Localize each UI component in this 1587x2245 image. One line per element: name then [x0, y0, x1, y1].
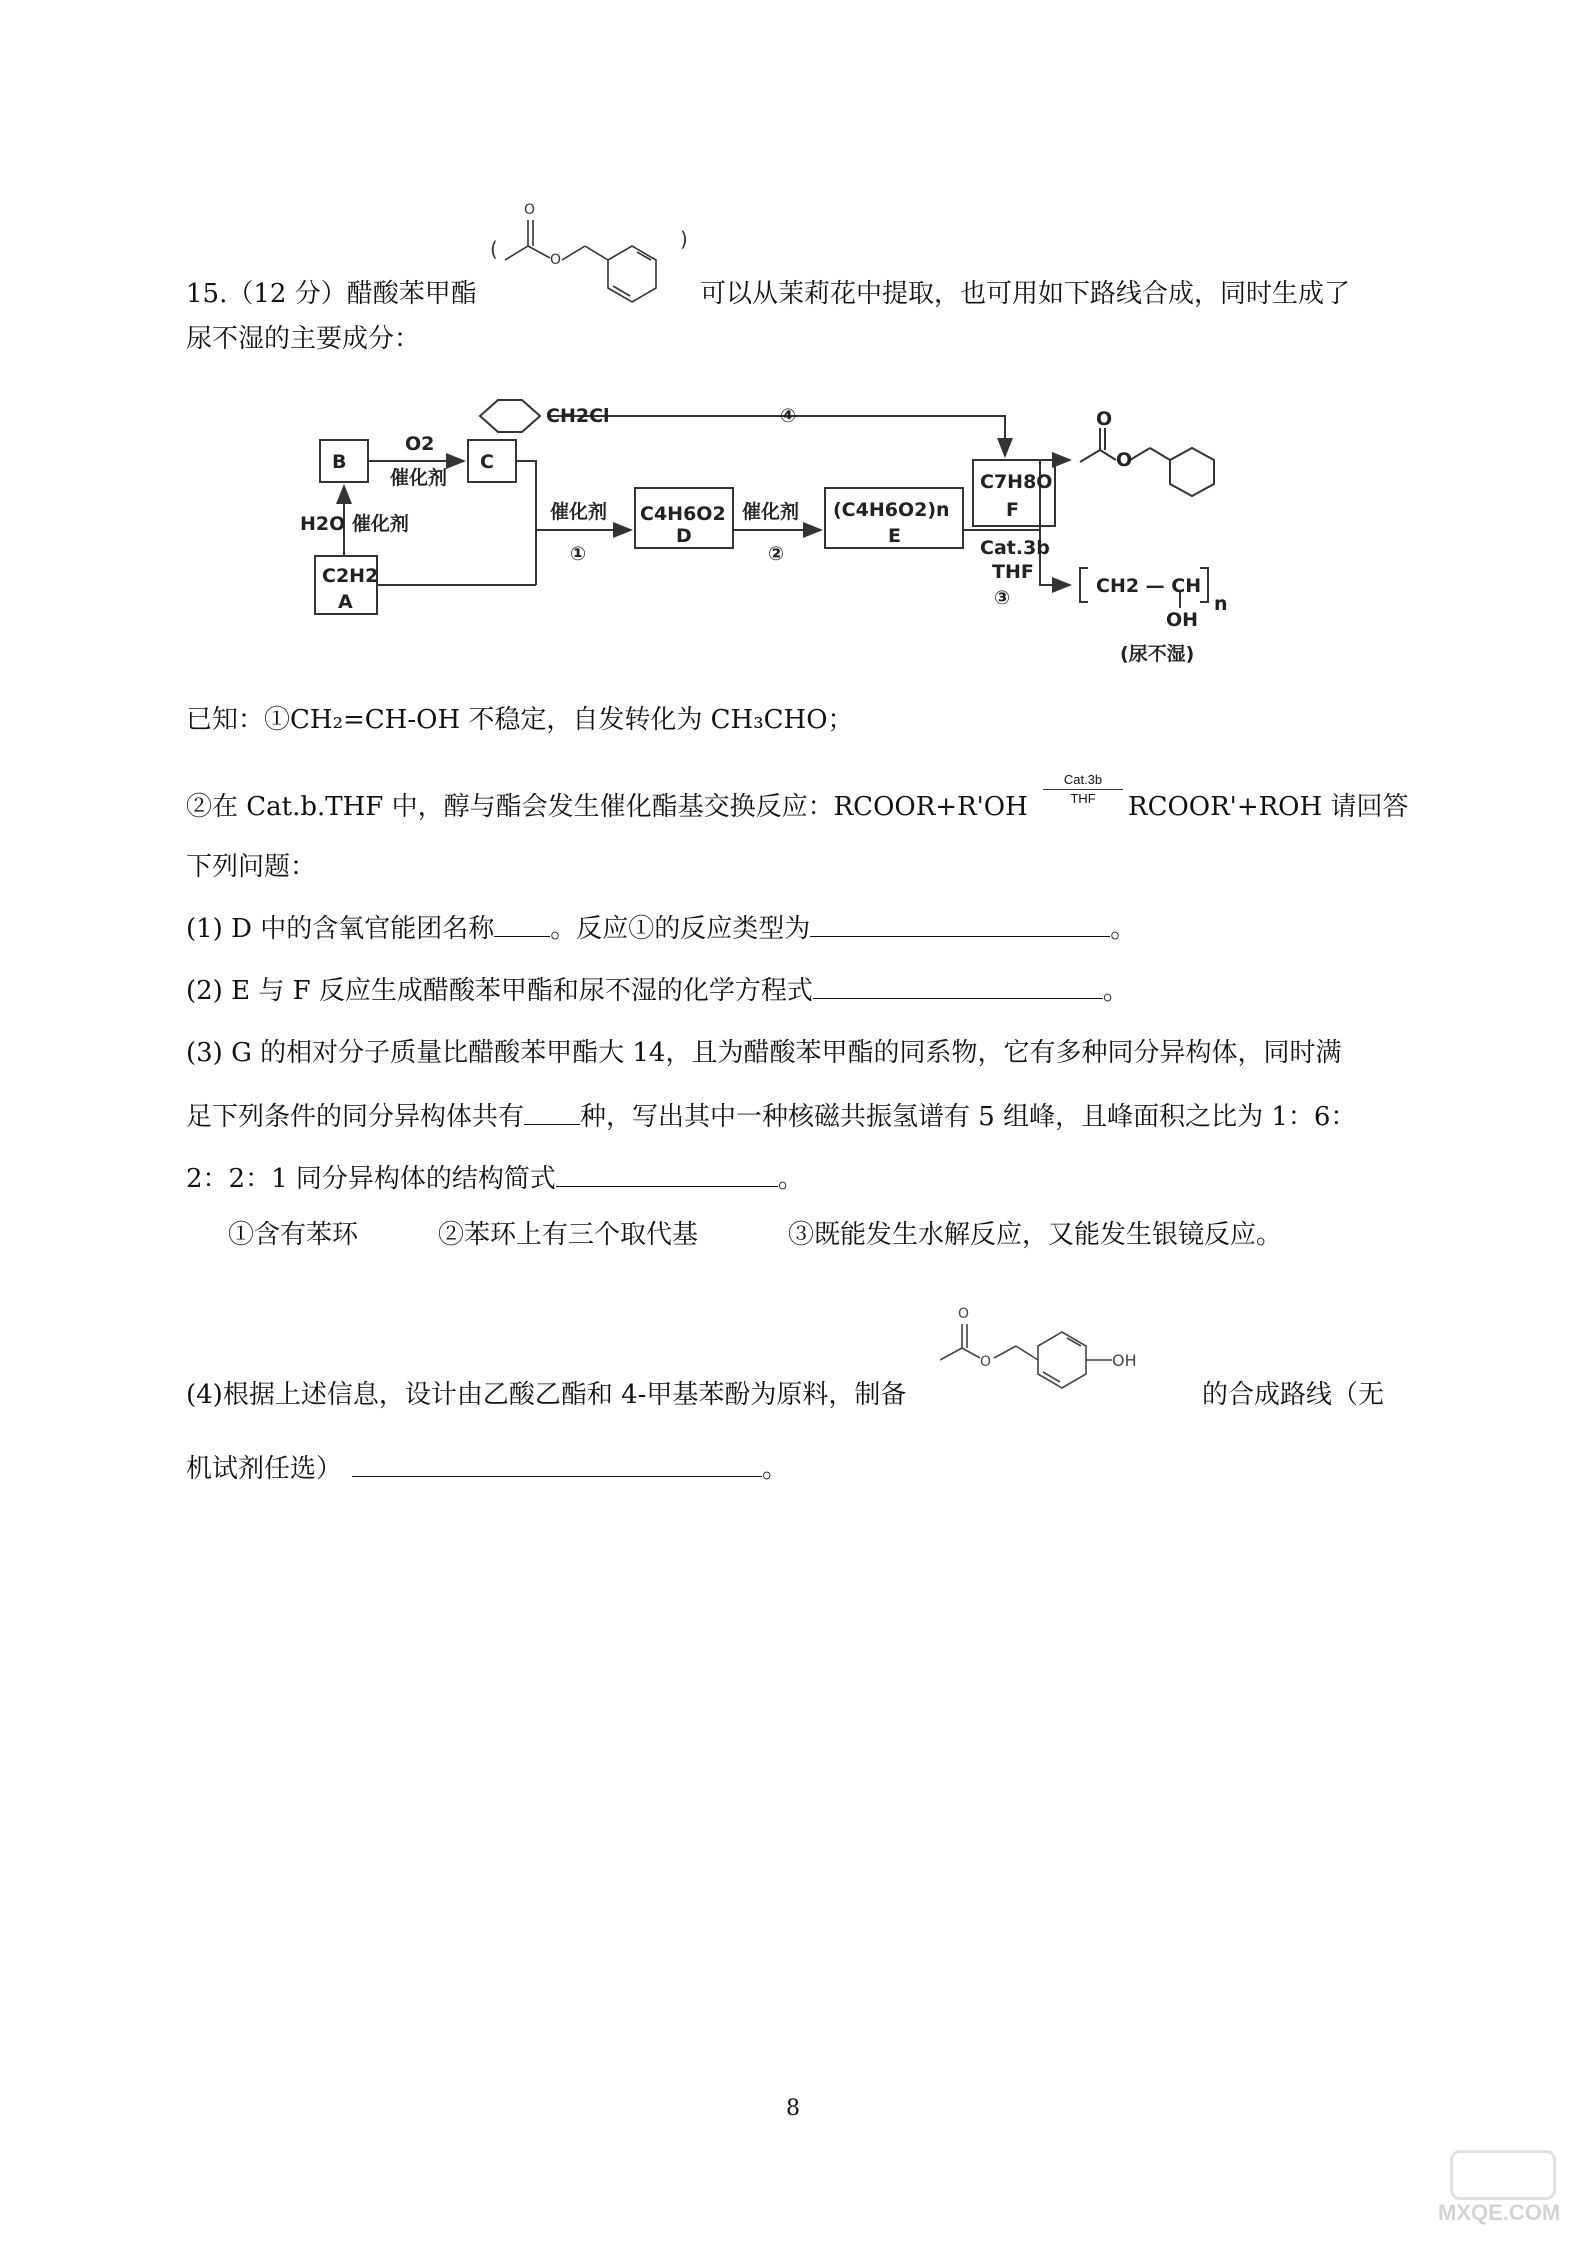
benzyl-chloride: CH2Cl: [546, 405, 610, 427]
condition-1: ①含有苯环: [228, 1220, 359, 1250]
formula-a: C2H2: [322, 565, 379, 587]
step-1: ①: [570, 543, 587, 565]
answer-blank-6[interactable]: [352, 1450, 762, 1477]
arrow-bottom-label: THF: [1070, 791, 1096, 806]
polymer-name: (尿不湿): [1120, 643, 1195, 665]
page-number: 8: [786, 2096, 800, 2121]
label-a: A: [338, 591, 353, 613]
step-2: ②: [768, 543, 785, 565]
answer-blank-2[interactable]: [810, 910, 1110, 937]
svg-text:O: O: [958, 1306, 970, 1322]
formula-e: (C4H6O2)n: [833, 499, 950, 521]
known-1: 已知：①CH₂=CH-OH 不稳定，自发转化为 CH₃CHO；: [186, 705, 854, 735]
known-2c: 下列问题：: [186, 852, 317, 882]
reaction-scheme: [300, 370, 1300, 670]
benzyl-acetate-structure: [490, 190, 700, 310]
polymer-chain: CH2 — CH: [1096, 575, 1202, 597]
answer-blank-3[interactable]: [813, 972, 1103, 999]
svg-text:O: O: [550, 252, 562, 268]
step-4: ④: [780, 405, 797, 427]
svg-text:O: O: [1116, 449, 1133, 471]
compound-name: 醋酸苯甲酯: [346, 279, 477, 309]
label-c: C: [480, 451, 494, 473]
formula-f: C7H8O: [980, 471, 1053, 493]
svg-text:): ): [680, 227, 688, 251]
svg-text:O: O: [524, 202, 536, 218]
question-number: 15.（12 分）: [186, 279, 347, 309]
known-2-arrow: [1043, 773, 1123, 806]
catalyst-1: 催化剂: [390, 467, 448, 489]
watermark-text: MXQE.COM: [1438, 2200, 1561, 2225]
svg-text:(: (: [490, 237, 498, 261]
condition-3: ③既能发生水解反应，又能发生银镜反应。: [788, 1220, 1283, 1250]
answer-blank-5[interactable]: [556, 1160, 778, 1187]
label-e: E: [888, 525, 901, 547]
question-3-line2: 足下列条件的同分异构体共有 种，写出其中一种核磁共振氢谱有 5 组峰，且峰面积之比为 1：6：: [186, 1098, 1356, 1134]
reagent-o2: O2: [405, 433, 435, 455]
formula-d: C4H6O2: [640, 503, 726, 525]
cat3b: Cat.3b: [980, 537, 1050, 559]
known-2a: ②在 Cat.b.THF 中，醇与酯会发生催化酯基交换反应：RCOOR+R'OH: [186, 792, 1028, 822]
target-oh: OH: [1112, 1351, 1137, 1370]
polymer-oh: OH: [1166, 609, 1199, 631]
thf: THF: [992, 561, 1034, 583]
question-2: (2) E 与 F 反应生成醋酸苯甲酯和尿不湿的化学方程式 。: [186, 972, 1129, 1008]
water-catalyst: H2O 催化剂: [300, 513, 409, 535]
condition-2: ②苯环上有三个取代基: [438, 1220, 699, 1250]
label-b: B: [332, 451, 347, 473]
question-3-line3: 2：2：1 同分异构体的结构简式 。: [186, 1160, 804, 1196]
target-structure: [940, 1290, 1210, 1410]
known-2b: RCOOR'+ROH 请回答: [1128, 792, 1409, 822]
label-d: D: [676, 525, 692, 547]
catalyst-2: 催化剂: [550, 501, 608, 523]
svg-text:O: O: [1096, 408, 1113, 430]
answer-blank-1[interactable]: [494, 910, 550, 937]
question-1: (1) D 中的含氧官能团名称 。反应①的反应类型为 。: [186, 910, 1136, 946]
question-intro-rest: 可以从茉莉花中提取，也可用如下路线合成，同时生成了: [700, 279, 1351, 309]
question-4b: 的合成路线（无: [1202, 1380, 1385, 1410]
question-4c: 机试剂任选） 。: [186, 1450, 788, 1486]
svg-text:O: O: [980, 1354, 992, 1370]
question-4a: (4)根据上述信息，设计由乙酸乙酯和 4-甲基苯酚为原料，制备: [186, 1380, 907, 1410]
answer-blank-4[interactable]: [524, 1098, 580, 1125]
catalyst-3: 催化剂: [742, 501, 800, 523]
question-3-line1: (3) G 的相对分子质量比醋酸苯甲酯大 14，且为醋酸苯甲酯的同系物，它有多种同分异构体，同时满: [186, 1038, 1342, 1068]
question-intro-line2: 尿不湿的主要成分：: [186, 324, 421, 354]
polymer-n: n: [1214, 593, 1228, 615]
arrow-top-label: Cat.3b: [1063, 772, 1103, 787]
label-f: F: [1006, 499, 1019, 521]
question-intro: [186, 277, 477, 311]
step-3: ③: [994, 587, 1011, 609]
watermark-logo: [1430, 2150, 1570, 2230]
